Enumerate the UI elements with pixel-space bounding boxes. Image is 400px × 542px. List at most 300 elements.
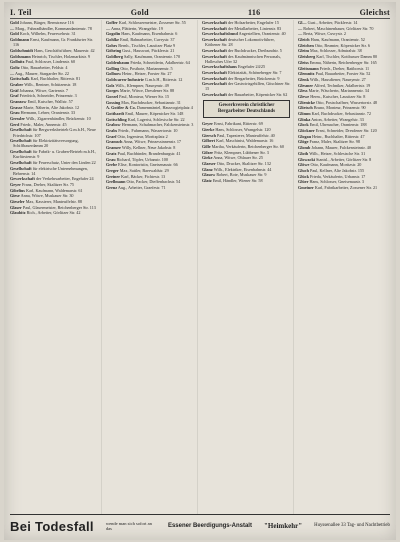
entry-name: Glück (298, 173, 309, 179)
directory-entry (10, 54, 99, 59)
directory-entry (106, 43, 195, 48)
entry-details: G.m.b.H., Ritterstr. 12 (144, 76, 183, 82)
directory-entry (202, 167, 291, 172)
entry-details: Karl, Maschinist, Waldemarstr. 16 (216, 138, 274, 144)
entry-name: — (298, 25, 303, 31)
directory-entry (10, 76, 99, 81)
entry-details: Johann, Bürger, Bernstrasse 116 (19, 20, 74, 25)
entry-details: Frieda, Schneiderin, Adalbertstr. 64 (130, 59, 190, 65)
entry-details: Otto, Beamter, Köpenicker Str. 6 (314, 42, 370, 48)
entry-details: der Buchdrucker, Dreibundstr. 5 (227, 47, 282, 53)
entry-details: für Elektrizitätsversorgung, Schiffbauerdamm 20 (13, 138, 79, 149)
entry-name: Gräf (10, 87, 19, 93)
directory-entry (10, 199, 99, 204)
entry-details: Marie, Näherin, Alte Jakobstr. 12 (23, 104, 80, 110)
entry-name: Gold (10, 31, 19, 37)
directory-entry (106, 77, 195, 82)
entry-details: Wilh., Rentner, Schützenstr. 18 (24, 81, 77, 87)
entry-details: Robert, Bote, Muskauer Str. 9 (216, 172, 267, 178)
directory-entry (106, 162, 195, 167)
directory-entry (202, 81, 291, 91)
directory-entry (10, 20, 99, 25)
directory-entry (106, 157, 195, 162)
directory-entry (10, 99, 99, 104)
directory-entry (202, 37, 291, 47)
entry-details: Friedr., Fuhrmann, Wassertorstr. 10 (118, 128, 178, 134)
entry-name: — (106, 25, 111, 31)
header-keyword-left: Gold (130, 7, 149, 17)
entry-details: Marie, Witwe, Dresdener Str. 88 (119, 88, 175, 94)
entry-details: Elise, Kontoristin, Gneisenaustr. 66 (118, 162, 178, 168)
entry-details: Paul, Monteur, Wiener Str. 15 (119, 93, 170, 99)
directory-entry (106, 168, 195, 173)
entry-details: Johann, Maurer, Falckensteinstr. 40 (311, 145, 371, 151)
entry-details: Otto, Ingenieur, Moritzplatz 2 (117, 133, 168, 139)
entry-name: Glewe (298, 93, 310, 99)
entry-name: Gohrs (106, 42, 118, 48)
directory-entry (10, 116, 99, 121)
entry-name: Glienicke (298, 99, 315, 105)
directory-entry (298, 43, 388, 48)
entry-name: Gogolin (106, 31, 121, 37)
directory-entry (298, 66, 388, 71)
entry-details: Karl, Lagerist, Schlesische Str. 22 (127, 116, 185, 122)
entry-name: Gewerkschaft (202, 70, 227, 75)
directory-entry (202, 76, 291, 81)
directory-entry (10, 176, 99, 181)
directory-entry (298, 111, 388, 116)
directory-entry (202, 92, 291, 97)
entry-name: — (298, 31, 303, 37)
directory-entry (202, 144, 291, 149)
directory-entry (10, 31, 99, 36)
entry-details: Otto, Kaufmann, Moritzstr. 20 (310, 162, 362, 168)
entry-name: Gewerkschaftshaus (202, 64, 237, 70)
entry-name: Giese (10, 193, 20, 199)
entry-name: Gieseler (10, 199, 25, 205)
part-label: I. Teil (10, 7, 32, 17)
entry-name: Gratz (106, 150, 117, 156)
directory-entry (10, 193, 99, 198)
entry-details: Marg., Fahrradhändler, Kommandantenstr. 78 (15, 25, 92, 31)
entry-name: Gloth (298, 150, 309, 156)
entry-details: Sally, Kaufmann, Oranienstr. 170 (124, 54, 181, 60)
entry-name: Gless (298, 88, 308, 94)
directory-entry (202, 133, 291, 138)
entry-name: Glogau (298, 133, 312, 139)
entry-name: Gewerkschaft (202, 25, 227, 31)
directory-entry (10, 59, 99, 64)
entry-details: Damenmäntel, Hausvogteiplatz 4 (136, 105, 193, 111)
directory-entry (202, 70, 291, 75)
entry-name: Goldmann (10, 37, 30, 43)
entry-name: Glaser (10, 204, 22, 210)
entry-details: Otto, Postschaffner, Wassertorstr. 48 (316, 99, 378, 105)
entry-name: A. Gottler & Co. (106, 105, 136, 111)
entry-name: Glomb (298, 145, 311, 151)
column-4 (298, 20, 390, 514)
entry-name: Grellmann (106, 179, 126, 185)
entry-details: Wilh., Klempner, Naunynstr. 49 (115, 82, 169, 88)
entry-name: Gleichen (298, 42, 314, 48)
entry-details: Bernh., Tischler, Lausitzer Platz 9 (118, 42, 176, 48)
entry-name: Gille (202, 144, 211, 149)
directory-entry (10, 188, 99, 193)
directory-entry (106, 134, 195, 139)
entry-name: Glasow (202, 172, 216, 178)
entry-details: Alfred, Techniker, Adalbertstr. 19 (313, 82, 371, 88)
directory-entry (106, 111, 195, 116)
entry-name: Gesellschaft (10, 149, 32, 155)
directory-entry (106, 117, 195, 122)
entry-details: Wilh., Zigarrenhändler, Brückenstr. 10 (26, 116, 91, 122)
entry-name: Gierke (202, 126, 215, 132)
entry-name: Granzow (10, 99, 27, 105)
entry-name: Göhring (106, 48, 122, 54)
entry-name: Gesellschaft (10, 165, 32, 171)
entry-details: Otto, Bauarbeiter, Feldstr. 4 (20, 64, 68, 70)
entry-details: Emil, Kutscher, Wallstr. 57 (27, 99, 73, 105)
entry-details: Max, Buchdrucker, Sebastianstr. 31 (121, 99, 181, 105)
entry-name: Glenk (298, 76, 309, 82)
directory-entry (202, 26, 291, 31)
directory-entry (202, 178, 291, 183)
directory-entry (298, 100, 388, 105)
entry-name: Gluch (298, 167, 309, 173)
entry-name: Gewerkschaft (10, 176, 35, 182)
entry-details: Emil, Maurer, Köpenicker Str. 148 (125, 111, 184, 116)
entry-details: Wilh., Elektriker, Eisenbahnstr. 44 (213, 166, 272, 172)
entry-details: Anna, Plätterin, Wrangelstr. 19 (111, 25, 163, 31)
entry-name: Gmeiner (298, 184, 314, 190)
ad-headline: Bei Todesfall (10, 518, 94, 534)
directory-entry (298, 37, 388, 42)
entry-details: Wilh., Heizer, Schlesische Str. 31 (309, 150, 366, 156)
entry-name: Gesellschaft (10, 159, 32, 165)
entry-details: Heinrich, Tischler, Holzmarktstr. 9 (31, 53, 90, 59)
entry-name: Graef (106, 133, 117, 139)
directory-entry (10, 122, 99, 127)
directory-entry (298, 139, 388, 144)
entry-name: Glesmer (298, 82, 314, 88)
directory-entry (202, 150, 291, 155)
entry-details: deutscher Lokomotivführer, Köthener Str. 28 (205, 37, 275, 48)
page-header (10, 6, 390, 19)
directory-entry (106, 128, 195, 133)
entry-details: Aug., Maurer, Stargarder Str. 22 (15, 70, 69, 76)
directory-entry (106, 26, 195, 31)
entry-name: Giersch (202, 132, 216, 138)
entry-details: Anna, Witwe, Ohlauer Str. 25 (213, 155, 263, 161)
directory-entry (10, 105, 99, 110)
entry-name: Glöckner (298, 128, 315, 134)
entry-details: Willy, Kellner, Neue Jakobstr. 8 (121, 145, 176, 151)
entry-name: Goldsmann (10, 53, 31, 59)
directory-entry (106, 139, 195, 144)
ad-company: Essener Beerdigungs-Anstalt (167, 523, 252, 529)
directory-entry (10, 205, 99, 210)
directory-entry (298, 128, 388, 133)
entry-name: Gollnitz (10, 59, 25, 65)
entry-details: Koch, Wilhelm, Feuerwehrstr. 31 (19, 31, 76, 37)
entry-details: Engelufer 24/25 (237, 64, 266, 70)
entry-details: Ernst, Kaufmann, Gr. Frankfurter Str. 116 (13, 37, 93, 48)
directory-entry (298, 157, 388, 162)
directory-entry (10, 65, 99, 70)
directory-entry (202, 161, 291, 166)
entry-details: Hermann, Schuhmacher, Falckensteinstr. 3 (121, 122, 194, 128)
entry-details: Aug., Arbeiter, Graefestr. 71 (117, 184, 166, 190)
directory-entry (106, 145, 195, 150)
directory-entry (202, 172, 291, 177)
directory-entry (298, 54, 388, 59)
entry-name: Gewerkschaft (202, 37, 227, 43)
entry-name: Glaubitz (10, 210, 26, 216)
directory-page (4, 2, 396, 540)
directory-entry (298, 88, 388, 93)
entry-details: Hans, Schlosser, Gneisenaustr. 3 (309, 179, 365, 185)
ad-brand: "Heimkehr" (264, 522, 303, 530)
entry-name: Gibelius (10, 187, 25, 193)
directory-entry (298, 122, 388, 127)
entry-details: für Feuerschutz, Unter den Linden 22 (32, 159, 96, 165)
directory-entry (10, 182, 99, 187)
entry-details: Paul, Schlosser, Lindenstr. 60 (25, 59, 76, 65)
entry-name: Gransee (106, 145, 121, 151)
directory-entry (298, 83, 388, 88)
entry-name: Gorges (106, 88, 119, 94)
directory-entry (106, 174, 195, 179)
entry-name: Gossing (106, 99, 121, 105)
entry-details: Heinr., Heizer, Forster Str. 27 (122, 71, 172, 77)
entry-details: Friedrich, Schneider, Prinzenstr. 3 (19, 93, 77, 99)
entry-details: der Gastwirtsgehilfen, Gitschiner Str. 15 (205, 81, 291, 92)
directory-entry (202, 31, 291, 36)
directory-entry (202, 54, 291, 64)
entry-details: Karl, Fabrikarbeiter, Zossener Str. 21 (314, 184, 378, 190)
entry-name: Grau (106, 156, 116, 162)
directory-entry (298, 94, 388, 99)
entry-details: Ernst, Schneider, Dresdener Str. 120 (315, 128, 377, 134)
directory-entry (106, 31, 195, 36)
entry-details: Emma, Näherin, Reichenberger Str. 165 (309, 59, 377, 65)
column-2 (106, 20, 198, 514)
entry-name: Girke (202, 155, 213, 161)
directory-entry (10, 48, 99, 53)
entry-name: Gottschalk (10, 76, 30, 82)
entry-details: Otto, Drucker, Skalitzer Str. 132 (216, 161, 271, 167)
entry-name: Grabs (106, 128, 118, 134)
entry-name: Gotthardt (106, 111, 125, 116)
entry-details: Ernst, Fabrikant, Ritterstr. 69 (213, 121, 263, 127)
entry-details: Paul, Buchbinder, Brandenburgstr. 41 (117, 150, 181, 156)
entry-name: Glietsch (298, 105, 313, 111)
directory-entry (298, 26, 388, 31)
entry-name: Glatz (202, 178, 212, 184)
directory-entry (106, 185, 195, 190)
entry-details: Hans, Kaufmann, Oranienstr. 52 (310, 37, 365, 43)
entry-details: Friedr., Dreher, Ratiborstr. 11 (319, 65, 370, 71)
directory-entry (298, 145, 388, 150)
entry-details: Karl, Buchdrucker, Sebastianstr. 72 (311, 111, 371, 116)
entry-name: Grenz (106, 184, 118, 190)
directory-entry (106, 100, 195, 105)
entry-details: für Bergwerksbetrieb G.m.b.H., Neue Friedrichstr. 107 (13, 127, 96, 138)
directory-entry (10, 166, 99, 176)
entry-details: für Fabrik- u. Gruben-Betrieb m.b.H., Kurfürstenstr. 9 (13, 149, 97, 160)
entry-details: Paul, Tapezierer, Manteuffelstr. 40 (217, 132, 275, 138)
directory-entry (298, 105, 388, 110)
entry-name: Glemnitz (298, 71, 315, 77)
entry-name: Graber (10, 81, 24, 87)
directory-entry (106, 54, 195, 59)
entry-details: Emil, Uhrmacher, Oranienstr. 188 (309, 122, 367, 128)
directory-entry (298, 60, 388, 65)
directory-entry (202, 121, 291, 126)
entry-details: der Verkehrsarbeiter, Engelufer 24 (35, 176, 94, 182)
entry-details: Wilh., Hausdiener, Naunynstr. 27 (309, 76, 366, 82)
entry-details: Rich., Arbeiter, Görlitzer Str. 42 (26, 210, 81, 216)
directory-entry (202, 127, 291, 132)
directory-entry (298, 20, 388, 25)
entry-details: Fritz, Klempner, Lübbener Str. 3 (214, 149, 269, 155)
directory-entry (106, 60, 195, 65)
entry-details: der Metallarbeiter, Linienstr. 83 (227, 25, 282, 31)
entry-details: Richard, Töpfer, Urbanstr. 100 (116, 156, 168, 162)
directory-entry (202, 138, 291, 143)
entry-name: Gleim (298, 48, 309, 54)
entry-details: Anton, Arbeiter, Wrangelstr. 33 (311, 116, 364, 122)
directory-entry (106, 94, 195, 99)
entry-name: Geyer (202, 121, 213, 127)
advertisement-footer (10, 514, 390, 537)
entry-details: Hans, Geschäftsführer, Mauerstr. 42 (34, 47, 95, 53)
entry-name: Gewerkschaft (202, 92, 227, 98)
entry-name: Gewerkschaftsbund (202, 31, 238, 37)
directory-entry (10, 127, 99, 137)
boxed-advertisement: Gewerkverein christlicher Bergarbeiter Deutschlands (203, 100, 290, 118)
entry-name: Goltz (10, 64, 20, 70)
directory-entry (10, 160, 99, 165)
entry-details: der Holzarbeiter, Engelufer 15 (227, 20, 279, 25)
entry-details: Anna, Witwe, Prinzessinnenstr. 17 (123, 139, 182, 145)
entry-details: Gust., Arbeiter, Pücklerstr. 14 (307, 20, 358, 25)
directory-entry (10, 26, 99, 31)
directory-entry (10, 82, 99, 87)
directory-entry (10, 71, 99, 76)
entry-name: Geyer (10, 181, 21, 187)
directory-entry (106, 66, 195, 71)
entry-details: Anna, Witwe, Muskauer Str. 30 (20, 193, 74, 199)
column-3 (202, 20, 294, 514)
entry-details: Heinr., Buchhalter, Ritterstr. 47 (312, 133, 365, 139)
entry-name: Grasse (10, 104, 23, 110)
entry-name: Gorzel (106, 93, 119, 99)
directory-entry (298, 179, 388, 184)
entry-name: Glöwe (298, 162, 310, 168)
entry-details: Gust., Hauswart, Pücklerstr. 21 (122, 48, 175, 54)
entry-name: Gerd (10, 121, 20, 127)
entry-details: Karl, Buchhalter, Ritterstr. 81 (30, 76, 81, 82)
directory-entry (298, 77, 388, 82)
entry-name: — (10, 70, 15, 76)
directory-entry (298, 117, 388, 122)
directory-entry (10, 149, 99, 159)
entry-details: der Bergarbeiter, Brückenstr. 9 (227, 75, 280, 81)
directory-entry (202, 155, 291, 160)
directory-entry (10, 93, 99, 98)
entry-details: Karl, Schlossermeister, Zossener Str. 55 (118, 20, 186, 25)
directory-entry (298, 48, 388, 53)
entry-details: Robert, Maschinenbauer, Görlitzer Str. 70 (303, 25, 374, 31)
entry-details: Johanna, Witwe, Gartenstr. 7 (19, 87, 69, 93)
entry-details: Paul, Glasermeister, Reichenberger Str. 113 (22, 204, 96, 210)
entry-details: Berta, Witwe, Cuvrystr. 2 (303, 31, 347, 37)
entry-details: Max, Sattler, Baerwaldstr. 29 (119, 167, 169, 173)
entry-name: Gressler (10, 116, 26, 122)
entry-name: Gesellschaft (10, 127, 32, 133)
directory-entry (106, 48, 195, 53)
entry-details: Angestellten, Oranienstr. 40 (238, 31, 286, 37)
entry-name: Glöge (298, 139, 309, 145)
entry-name: Gilzer (202, 149, 214, 155)
directory-entry (106, 37, 195, 42)
entry-name: Glimm (298, 111, 311, 116)
directory-entry (202, 48, 291, 53)
entry-details: des Kaufmännischen Personals, Hallesches Ufer 32 (205, 53, 282, 64)
ad-subtext: wende man sich sofort an das (105, 520, 152, 531)
entry-details: Friedr., Maler, Annenstr. 45 (20, 121, 67, 127)
directory-entry (106, 71, 195, 76)
entry-name: Gottschling (106, 116, 127, 122)
directory-entry (106, 122, 195, 127)
directory-entry (106, 20, 195, 25)
directory-entry (106, 83, 195, 88)
entry-details: Hermann, Lehrer, Oranienstr. 33 (20, 110, 76, 116)
directory-columns (10, 20, 390, 514)
entry-details: Emil, Bahnarbeiter, Cuvrystr. 37 (120, 37, 175, 43)
entry-details: Martha, Verkäuferin, Reichenberger Str. 60 (211, 144, 284, 149)
entry-name: Glock (298, 122, 309, 128)
entry-name: Gohlke (106, 37, 120, 43)
directory-entry (298, 31, 388, 36)
entry-name: Glaeser (202, 161, 216, 167)
entry-name: Gramsch (106, 139, 123, 145)
entry-name: Goldberg (106, 54, 123, 60)
entry-name: Gleisberg (298, 54, 316, 60)
entry-name: Glowacki (298, 156, 315, 162)
entry-name: Gewerkschaft (202, 53, 227, 59)
entry-name: Glüer (298, 179, 309, 185)
entry-details: Paul, Kellner, Alte Jakobstr. 155 (309, 167, 365, 173)
entry-name: Glinka (298, 116, 311, 122)
entry-name: Gewerkschaft (202, 20, 227, 25)
entry-details: Karl, Kaufmann, Waldemarstr. 61 (25, 187, 83, 193)
entry-details: Karl, Bäcker, Fichtestr. 13 (121, 173, 166, 179)
entry-details: Otto, Postbote, Mariannenstr. 5 (120, 65, 173, 71)
directory-entry (298, 71, 388, 76)
entry-name: Grabow (106, 122, 121, 128)
directory-entry (298, 168, 388, 173)
header-keyword-right: Gleichst (359, 7, 390, 17)
entry-details: Stanisl., Arbeiter, Görlitzer Str. 8 (316, 156, 372, 162)
directory-entry (298, 174, 388, 179)
page-number: 116 (248, 7, 261, 17)
entry-name: Goldenbaum (106, 59, 130, 65)
directory-entry (10, 110, 99, 115)
entry-name: Gewerkschaft (202, 81, 227, 87)
entry-details: Elektrizität, Schöneberger Str. 7 (227, 70, 282, 75)
